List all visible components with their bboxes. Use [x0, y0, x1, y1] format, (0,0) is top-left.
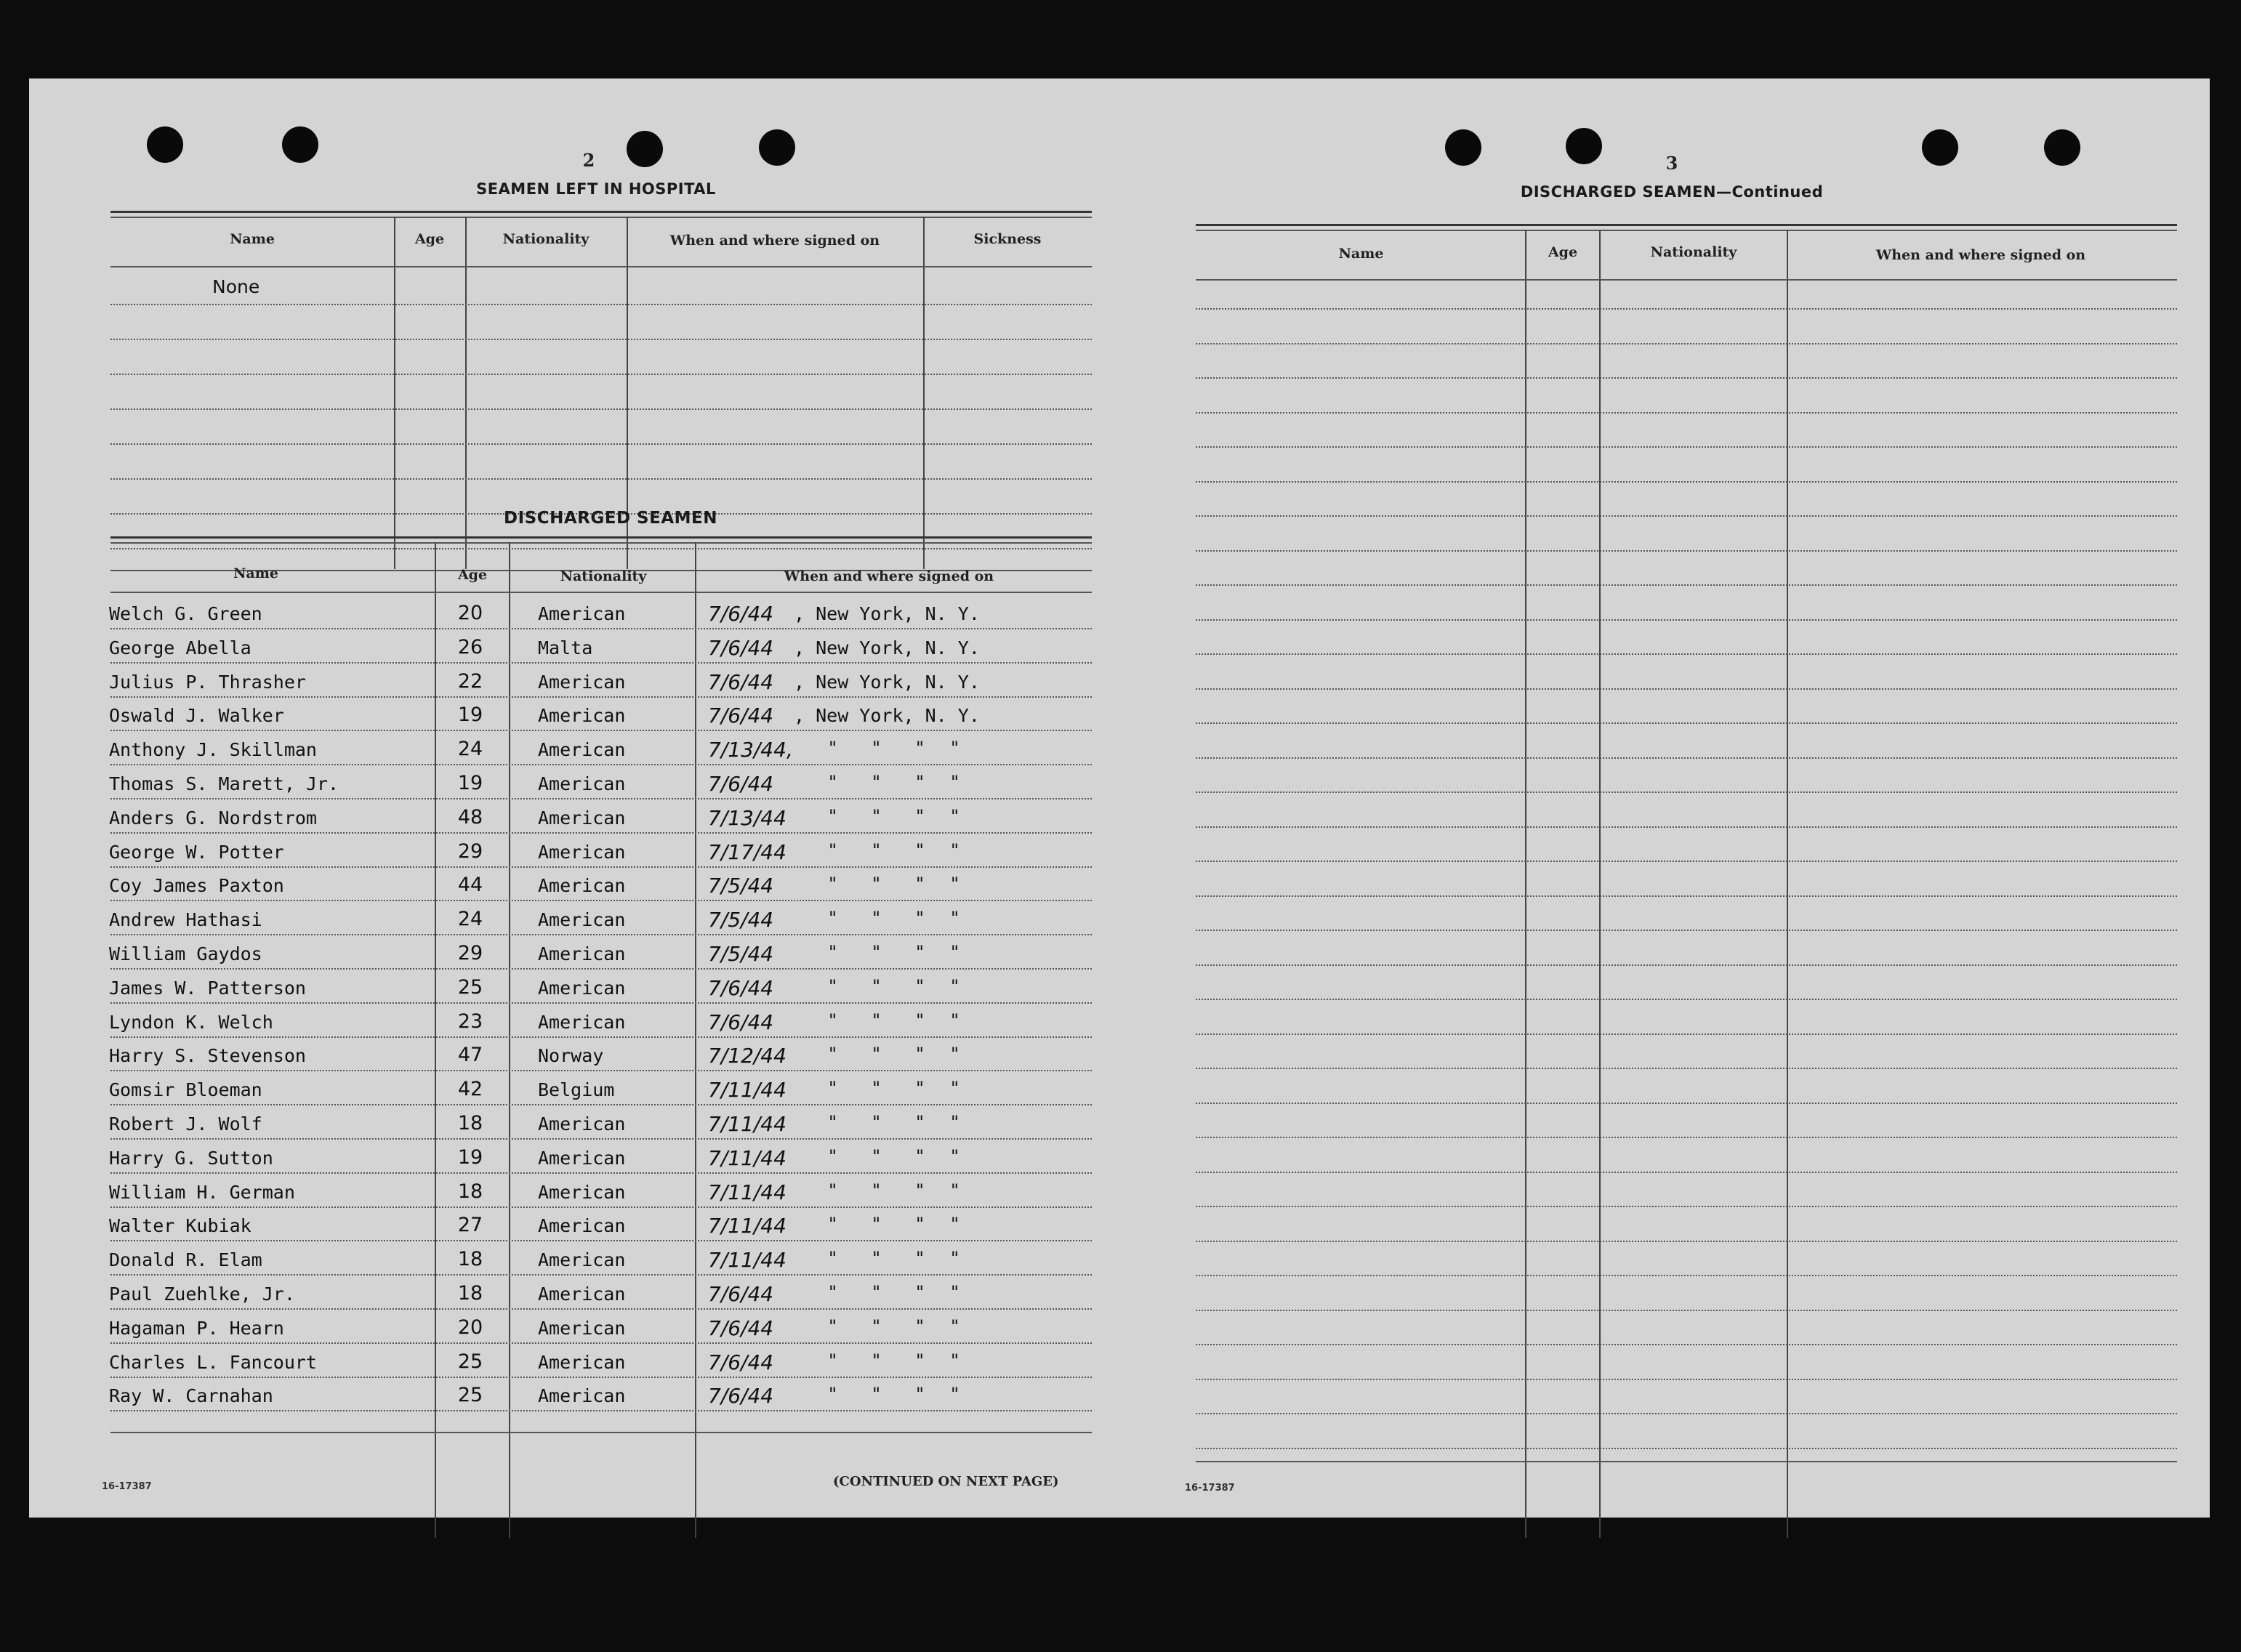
ditto-mark: " — [872, 1350, 881, 1371]
seaman-nationality: American — [538, 875, 626, 896]
signed-on-date: 7/6/44 — [708, 636, 774, 660]
seaman-nationality: American — [538, 705, 626, 726]
seaman-nationality: American — [538, 672, 626, 693]
seaman-age: 23 — [457, 1010, 483, 1033]
punch-hole — [1445, 129, 1481, 166]
ditto-mark: " — [829, 1350, 837, 1371]
ditto-mark: " — [951, 1282, 959, 1302]
ditto-mark: " — [951, 976, 959, 996]
seaman-age: 48 — [457, 806, 483, 829]
seaman-name: James W. Patterson — [109, 978, 306, 999]
ditto-mark: " — [951, 1316, 959, 1337]
ditto-mark: " — [872, 738, 881, 758]
ditto-mark: " — [951, 1350, 959, 1371]
seaman-name: Thomas S. Marett, Jr. — [109, 773, 339, 794]
ditto-mark: " — [916, 1010, 925, 1031]
ditto-mark: " — [829, 1316, 837, 1337]
ditto-mark: " — [916, 874, 925, 894]
signed-on-date: 7/6/44 — [708, 704, 774, 728]
signed-on-date: 7/5/44 — [708, 942, 774, 966]
ditto-mark: " — [829, 1044, 837, 1064]
punch-hole — [147, 126, 183, 163]
discharged-header-age: Age — [457, 567, 488, 583]
ditto-mark: " — [916, 942, 925, 962]
ditto-mark: " — [829, 840, 837, 861]
right-header-signed-on: When and where signed on — [1875, 247, 2086, 263]
signed-on-date: 7/13/44, — [708, 738, 793, 762]
seaman-name: Anders G. Nordstrom — [109, 807, 317, 829]
ditto-mark: " — [951, 874, 959, 894]
ditto-mark: " — [829, 1384, 837, 1404]
seaman-name: Charles L. Fancourt — [109, 1352, 317, 1373]
ditto-mark: " — [916, 1316, 925, 1337]
right-header-name: Name — [1338, 246, 1384, 262]
seaman-age: 18 — [457, 1112, 483, 1135]
signed-on-date: 7/11/44 — [708, 1248, 786, 1272]
ditto-mark: " — [951, 840, 959, 861]
ditto-mark: " — [916, 1044, 925, 1064]
seaman-nationality: American — [538, 807, 626, 829]
seaman-age: 20 — [457, 602, 483, 624]
ditto-mark: " — [872, 976, 881, 996]
form-number-left: 16-17387 — [102, 1481, 152, 1492]
seaman-name: George W. Potter — [109, 842, 284, 863]
continued-section-title: DISCHARGED SEAMEN—Continued — [1520, 183, 1824, 201]
seaman-name: Julius P. Thrasher — [109, 672, 306, 693]
seaman-age: 19 — [457, 772, 483, 794]
seaman-name: Andrew Hathasi — [109, 909, 262, 930]
signed-on-date: 7/6/44 — [708, 1384, 774, 1408]
ditto-mark: " — [872, 1044, 881, 1064]
seaman-age: 18 — [457, 1282, 483, 1305]
signed-on-date: 7/17/44 — [708, 840, 786, 864]
ditto-mark: " — [951, 1044, 959, 1064]
seaman-age: 47 — [457, 1044, 483, 1066]
hospital-header-age: Age — [414, 231, 445, 247]
ditto-mark: " — [872, 1282, 881, 1302]
ditto-mark: " — [872, 1146, 881, 1167]
ditto-mark: " — [951, 1010, 959, 1031]
ditto-mark: " — [829, 1078, 837, 1098]
hospital-section-title: SEAMEN LEFT IN HOSPITAL — [476, 180, 716, 198]
ditto-mark: " — [829, 1248, 837, 1268]
punch-hole — [1922, 129, 1958, 166]
ditto-mark: " — [916, 908, 925, 928]
ditto-mark: " — [916, 1078, 925, 1098]
ditto-mark: " — [829, 1282, 837, 1302]
signed-on-place: , New York, N. Y. — [794, 637, 980, 658]
hospital-header-sickness: Sickness — [973, 231, 1042, 247]
ditto-mark: " — [829, 1146, 837, 1167]
signed-on-date: 7/11/44 — [708, 1078, 786, 1102]
ditto-mark: " — [872, 840, 881, 861]
seaman-name: Coy James Paxton — [109, 875, 284, 896]
form-number-right: 16-17387 — [1185, 1483, 1235, 1494]
ditto-mark: " — [916, 772, 925, 792]
seaman-name: Robert J. Wolf — [109, 1113, 262, 1135]
ditto-mark: " — [916, 1112, 925, 1132]
signed-on-date: 7/12/44 — [708, 1044, 786, 1068]
signed-on-date: 7/11/44 — [708, 1112, 786, 1136]
seaman-age: 18 — [457, 1180, 483, 1203]
signed-on-date: 7/6/44 — [708, 670, 774, 694]
seaman-name: Harry G. Sutton — [109, 1148, 273, 1169]
right-header-age: Age — [1548, 244, 1578, 260]
ditto-mark: " — [872, 1384, 881, 1404]
ditto-mark: " — [951, 1214, 959, 1234]
ditto-mark: " — [829, 1112, 837, 1132]
signed-on-place: , New York, N. Y. — [794, 672, 980, 693]
ditto-mark: " — [872, 942, 881, 962]
ditto-mark: " — [916, 1146, 925, 1167]
seaman-name: Gomsir Bloeman — [109, 1079, 262, 1100]
ditto-mark: " — [872, 908, 881, 928]
ditto-mark: " — [829, 806, 837, 826]
ditto-mark: " — [916, 1214, 925, 1234]
signed-on-date: 7/11/44 — [708, 1214, 786, 1238]
seaman-nationality: American — [538, 1352, 626, 1373]
seaman-age: 24 — [457, 738, 483, 760]
ditto-mark: " — [916, 1350, 925, 1371]
seaman-age: 25 — [457, 1384, 483, 1406]
ditto-mark: " — [829, 772, 837, 792]
signed-on-date: 7/11/44 — [708, 1146, 786, 1170]
signed-on-place: , New York, N. Y. — [794, 603, 980, 624]
ditto-mark: " — [872, 1010, 881, 1031]
seaman-nationality: American — [538, 1215, 626, 1236]
discharged-section-title: DISCHARGED SEAMEN — [504, 509, 717, 528]
signed-on-date: 7/6/44 — [708, 772, 774, 796]
seaman-name: William Gaydos — [109, 943, 262, 964]
ditto-mark: " — [872, 1112, 881, 1132]
signed-on-date: 7/6/44 — [708, 976, 774, 1000]
punch-hole — [2044, 129, 2080, 166]
signed-on-date: 7/6/44 — [708, 1350, 774, 1374]
signed-on-date: 7/13/44 — [708, 806, 786, 830]
discharged-header-nationality: Nationality — [560, 568, 647, 584]
signed-on-date: 7/6/44 — [708, 602, 774, 626]
signed-on-date: 7/6/44 — [708, 1316, 774, 1340]
seaman-age: 22 — [457, 670, 483, 693]
seaman-age: 26 — [457, 636, 483, 658]
seaman-nationality: American — [538, 909, 626, 930]
ditto-mark: " — [916, 1180, 925, 1201]
ditto-mark: " — [916, 738, 925, 758]
ditto-mark: " — [916, 1282, 925, 1302]
punch-hole — [1566, 128, 1602, 164]
ditto-mark: " — [872, 1214, 881, 1234]
seaman-nationality: Belgium — [538, 1079, 615, 1100]
seaman-nationality: American — [538, 1318, 626, 1339]
seaman-age: 19 — [457, 704, 483, 726]
ditto-mark: " — [872, 772, 881, 792]
seaman-name: Hagaman P. Hearn — [109, 1318, 284, 1339]
right-top-rule — [1196, 224, 2177, 226]
seaman-nationality: American — [538, 1148, 626, 1169]
ditto-mark: " — [951, 908, 959, 928]
ditto-mark: " — [829, 942, 837, 962]
seaman-age: 29 — [457, 942, 483, 964]
seaman-nationality: American — [538, 739, 626, 760]
ditto-mark: " — [916, 806, 925, 826]
seaman-nationality: American — [538, 773, 626, 794]
ditto-mark: " — [916, 1248, 925, 1268]
punch-hole — [282, 126, 318, 163]
ditto-mark: " — [951, 806, 959, 826]
hospital-top-rule — [110, 211, 1092, 213]
seaman-name: George Abella — [109, 637, 252, 658]
ditto-mark: " — [951, 1146, 959, 1167]
seaman-name: Welch G. Green — [109, 603, 262, 624]
ditto-mark: " — [951, 1248, 959, 1268]
ditto-mark: " — [829, 874, 837, 894]
punch-hole — [759, 129, 795, 166]
right-header-nationality: Nationality — [1650, 244, 1737, 260]
seaman-age: 20 — [457, 1316, 483, 1339]
ditto-mark: " — [829, 1214, 837, 1234]
discharged-header-signed-on: When and where signed on — [784, 568, 994, 584]
seaman-name: William H. German — [109, 1182, 295, 1203]
seaman-nationality: American — [538, 978, 626, 999]
seaman-name: Donald R. Elam — [109, 1249, 262, 1270]
hospital-header-signed-on: When and where signed on — [669, 233, 880, 249]
signed-on-date: 7/6/44 — [708, 1282, 774, 1306]
page-number-right: 3 — [1665, 153, 1678, 174]
seaman-age: 25 — [457, 1350, 483, 1373]
punch-hole — [627, 131, 663, 167]
seaman-name: Paul Zuehlke, Jr. — [109, 1284, 295, 1305]
seaman-nationality: American — [538, 1182, 626, 1203]
ditto-mark: " — [916, 1384, 925, 1404]
seaman-nationality: American — [538, 603, 626, 624]
seaman-age: 25 — [457, 976, 483, 999]
seaman-age: 27 — [457, 1214, 483, 1236]
ditto-mark: " — [829, 908, 837, 928]
seaman-nationality: American — [538, 1113, 626, 1135]
seaman-age: 42 — [457, 1078, 483, 1100]
seaman-nationality: Malta — [538, 637, 593, 658]
seaman-name: Oswald J. Walker — [109, 705, 284, 726]
form-sheet — [29, 78, 2210, 1518]
hospital-none-entry: None — [212, 276, 260, 297]
ditto-mark: " — [951, 1384, 959, 1404]
seaman-nationality: American — [538, 1012, 626, 1033]
discharged-top-rule — [110, 536, 1092, 539]
discharged-header-name: Name — [233, 565, 278, 581]
seaman-nationality: American — [538, 842, 626, 863]
seaman-age: 29 — [457, 840, 483, 863]
hospital-header-nationality: Nationality — [502, 231, 590, 247]
ditto-mark: " — [916, 976, 925, 996]
ditto-mark: " — [951, 1180, 959, 1201]
seaman-age: 24 — [457, 908, 483, 930]
signed-on-date: 7/6/44 — [708, 1010, 774, 1034]
signed-on-date: 7/5/44 — [708, 874, 774, 898]
seaman-nationality: American — [538, 943, 626, 964]
ditto-mark: " — [951, 1112, 959, 1132]
seaman-name: Walter Kubiak — [109, 1215, 252, 1236]
seaman-nationality: Norway — [538, 1045, 604, 1066]
seaman-name: Lyndon K. Welch — [109, 1012, 273, 1033]
ditto-mark: " — [872, 1078, 881, 1098]
seaman-nationality: American — [538, 1385, 626, 1406]
ditto-mark: " — [951, 1078, 959, 1098]
ditto-mark: " — [916, 840, 925, 861]
seaman-nationality: American — [538, 1284, 626, 1305]
ditto-mark: " — [872, 1248, 881, 1268]
ditto-mark: " — [872, 1180, 881, 1201]
seaman-name: Harry S. Stevenson — [109, 1045, 306, 1066]
seaman-nationality: American — [538, 1249, 626, 1270]
ditto-mark: " — [829, 738, 837, 758]
ditto-mark: " — [829, 976, 837, 996]
seaman-name: Ray W. Carnahan — [109, 1385, 273, 1406]
ditto-mark: " — [829, 1010, 837, 1031]
ditto-mark: " — [951, 942, 959, 962]
ditto-mark: " — [872, 874, 881, 894]
continued-footer: (CONTINUED ON NEXT PAGE) — [833, 1474, 1059, 1489]
seaman-age: 44 — [457, 874, 483, 896]
signed-on-date: 7/5/44 — [708, 908, 774, 932]
page-number-left: 2 — [582, 150, 595, 171]
seaman-age: 19 — [457, 1146, 483, 1169]
ditto-mark: " — [872, 1316, 881, 1337]
signed-on-place: , New York, N. Y. — [794, 705, 980, 726]
ditto-mark: " — [951, 738, 959, 758]
ditto-mark: " — [951, 772, 959, 792]
seaman-age: 18 — [457, 1248, 483, 1270]
ditto-mark: " — [829, 1180, 837, 1201]
hospital-header-name: Name — [230, 231, 275, 247]
ditto-mark: " — [872, 806, 881, 826]
seaman-name: Anthony J. Skillman — [109, 739, 317, 760]
signed-on-date: 7/11/44 — [708, 1180, 786, 1204]
